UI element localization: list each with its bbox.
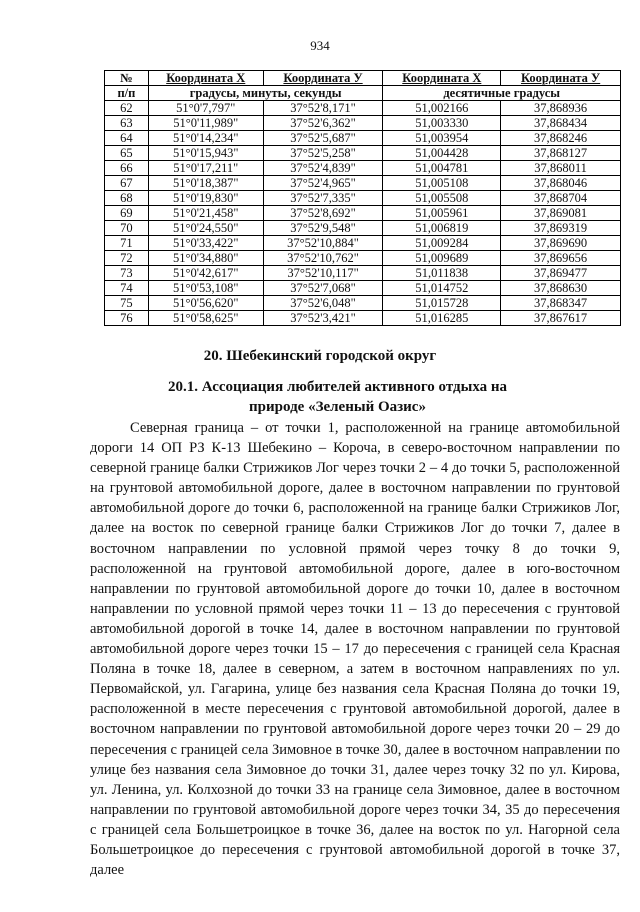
page-number: 934 [310, 38, 330, 53]
subsection-title: 20.1. Ассоциация любителей активного отдыха на природе «Зеленый Оазис» [167, 379, 508, 415]
coord-x-dms-cell: 51°0'24,550" [148, 221, 263, 236]
table-subheader-row [105, 86, 621, 101]
header-num: № [105, 71, 149, 86]
row-number-cell: 63 [105, 116, 149, 131]
coord-y-dms-cell: 37°52'10,884" [263, 236, 383, 251]
header-coord-y-dec: Координата У [501, 71, 621, 86]
row-number-cell: 62 [105, 101, 149, 116]
coord-x-dms-cell: 51°0'56,620" [148, 296, 263, 311]
row-number-cell: 66 [105, 161, 149, 176]
coord-x-dms-cell: 51°0'34,880" [148, 251, 263, 266]
coord-x-dec-cell: 51,015728 [383, 296, 501, 311]
table-row [105, 311, 621, 326]
coord-y-dec-cell: 37,869477 [501, 266, 621, 281]
coord-y-dec-cell: 37,868434 [501, 116, 621, 131]
coord-y-dms-cell: 37°52'8,171" [263, 101, 383, 116]
table-row [105, 116, 621, 131]
coord-y-dec-cell: 37,869690 [501, 236, 621, 251]
row-number-cell: 72 [105, 251, 149, 266]
coord-y-dms-cell: 37°52'9,548" [263, 221, 383, 236]
coord-x-dec-cell: 51,016285 [383, 311, 501, 326]
coord-x-dms-cell: 51°0'15,943" [148, 146, 263, 161]
coord-y-dec-cell: 37,869319 [501, 221, 621, 236]
coord-x-dec-cell: 51,011838 [383, 266, 501, 281]
coord-x-dec-cell: 51,002166 [383, 101, 501, 116]
coord-y-dec-cell: 37,868127 [501, 146, 621, 161]
coord-x-dms-cell: 51°0'11,989" [148, 116, 263, 131]
table-row [105, 281, 621, 296]
coord-y-dms-cell: 37°52'7,335" [263, 191, 383, 206]
coord-x-dms-cell: 51°0'58,625" [148, 311, 263, 326]
coord-x-dms-cell: 51°0'17,211" [148, 161, 263, 176]
header-coord-y-dms: Координата У [263, 71, 383, 86]
row-number-cell: 70 [105, 221, 149, 236]
header-dms-unit: градусы, минуты, секунды [148, 86, 383, 101]
coord-y-dec-cell: 37,869656 [501, 251, 621, 266]
coord-x-dec-cell: 51,003330 [383, 116, 501, 131]
row-number-cell: 67 [105, 176, 149, 191]
coord-x-dms-cell: 51°0'18,387" [148, 176, 263, 191]
table-row [105, 266, 621, 281]
header-dec-unit: десятичные градусы [383, 86, 621, 101]
coord-y-dms-cell: 37°52'10,762" [263, 251, 383, 266]
coord-x-dec-cell: 51,005108 [383, 176, 501, 191]
coord-y-dec-cell: 37,867617 [501, 311, 621, 326]
row-number-cell: 69 [105, 206, 149, 221]
coord-y-dec-cell: 37,868936 [501, 101, 621, 116]
coord-y-dms-cell: 37°52'5,258" [263, 146, 383, 161]
coordinates-table [104, 70, 621, 326]
coord-x-dec-cell: 51,005508 [383, 191, 501, 206]
coord-x-dms-cell: 51°0'33,422" [148, 236, 263, 251]
row-number-cell: 74 [105, 281, 149, 296]
coord-x-dec-cell: 51,005961 [383, 206, 501, 221]
table-row [105, 206, 621, 221]
table-row [105, 221, 621, 236]
coord-y-dec-cell: 37,868704 [501, 191, 621, 206]
row-number-cell: 64 [105, 131, 149, 146]
table-row [105, 101, 621, 116]
table-row [105, 251, 621, 266]
coord-x-dec-cell: 51,006819 [383, 221, 501, 236]
row-number-cell: 75 [105, 296, 149, 311]
coord-x-dms-cell: 51°0'53,108" [148, 281, 263, 296]
coord-x-dec-cell: 51,004781 [383, 161, 501, 176]
table-row [105, 236, 621, 251]
coord-y-dec-cell: 37,868046 [501, 176, 621, 191]
table-row [105, 176, 621, 191]
header-coord-x-dms: Координата X [148, 71, 263, 86]
coord-y-dms-cell: 37°52'5,687" [263, 131, 383, 146]
coord-y-dec-cell: 37,869081 [501, 206, 621, 221]
coord-y-dms-cell: 37°52'3,421" [263, 311, 383, 326]
table-row [105, 146, 621, 161]
coord-y-dec-cell: 37,868246 [501, 131, 621, 146]
table-row [105, 191, 621, 206]
coord-y-dms-cell: 37°52'10,117" [263, 266, 383, 281]
coord-x-dms-cell: 51°0'42,617" [148, 266, 263, 281]
table-body [105, 101, 621, 326]
coord-x-dec-cell: 51,004428 [383, 146, 501, 161]
coord-x-dms-cell: 51°0'19,830" [148, 191, 263, 206]
table-row [105, 161, 621, 176]
coord-x-dec-cell: 51,009284 [383, 236, 501, 251]
coord-y-dms-cell: 37°52'6,362" [263, 116, 383, 131]
header-num-sub: п/п [105, 86, 149, 101]
coord-y-dms-cell: 37°52'6,048" [263, 296, 383, 311]
section-title: 20. Шебекинский городской округ [203, 348, 437, 364]
header-coord-x-dec: Координата X [383, 71, 501, 86]
coord-y-dec-cell: 37,868011 [501, 161, 621, 176]
row-number-cell: 65 [105, 146, 149, 161]
coord-x-dms-cell: 51°0'21,458" [148, 206, 263, 221]
coord-x-dms-cell: 51°0'14,234" [148, 131, 263, 146]
table-header-row [105, 71, 621, 86]
row-number-cell: 73 [105, 266, 149, 281]
body-text: Северная граница – от точки 1, расположенной на границе автомобильной дороги 14 ОП РЗ К-13 Шебекино – Короча, в северо-восточном направлении по северной границе балки Стрижиков Лог через точки 2 – 4 до точки 5, расположенной на грунтовой автомобильной дороге, далее в восточном направлении по грунтовой автомобильной дороге до точки 6, расположенной на границе балки Стрижиков Лог, далее на восток по северной границе балки Стрижиков Лог до точки 7, далее в восточном направлении по условной прямой через точку 8 до точки 9, расположенной на грунтовой автомобильной дороге, далее в юго-восточном направлении по грунтовой автомобильной дороге до точки 10, далее в восточном направлении по условной прямой через точки 11 – 13 до пересечения с грунтовой автомобильной дорогой в точке 14, далее в восточном направлении по грунтовой автомобильной дороге через точки 15 – 17 до пересечения с границей села Красная Поляна в точке 18, далее в северном, а затем в восточном направлениях по ул. Первомайской, ул. Гагарина, улице без названия села Красная Поляна до точки 19, расположенной в месте пересечения с грунтовой автомобильной дорогой, далее в восточном направлении по грунтовой автомобильной дороге через точки 20 – 29 до пересечения с границей села Зимовное в точке 30, далее в восточном направлении по улице без названия села Зимовное до точки 31, далее через точку 32 по ул. Кирова, ул. Ленина, ул. Колхозной до точки 33 на границе села Зимовное, далее в восточном направлении по грунтовой автомобильной дороге через точки 34, 35 до пересечения с границей села Большетроицкое в точке 36, далее на восток по ул. Нагорной села Большетроицкое до пересечения с грунтовой автомобильной дорогой в точке 37, далее [90, 420, 620, 879]
coord-x-dec-cell: 51,003954 [383, 131, 501, 146]
row-number-cell: 76 [105, 311, 149, 326]
table-row [105, 131, 621, 146]
table-row [105, 296, 621, 311]
coord-y-dec-cell: 37,868630 [501, 281, 621, 296]
coord-y-dms-cell: 37°52'4,839" [263, 161, 383, 176]
coord-x-dec-cell: 51,014752 [383, 281, 501, 296]
coord-y-dec-cell: 37,868347 [501, 296, 621, 311]
coord-x-dms-cell: 51°0'7,797" [148, 101, 263, 116]
row-number-cell: 71 [105, 236, 149, 251]
coord-y-dms-cell: 37°52'4,965" [263, 176, 383, 191]
coord-y-dms-cell: 37°52'8,692" [263, 206, 383, 221]
row-number-cell: 68 [105, 191, 149, 206]
coord-x-dec-cell: 51,009689 [383, 251, 501, 266]
coord-y-dms-cell: 37°52'7,068" [263, 281, 383, 296]
